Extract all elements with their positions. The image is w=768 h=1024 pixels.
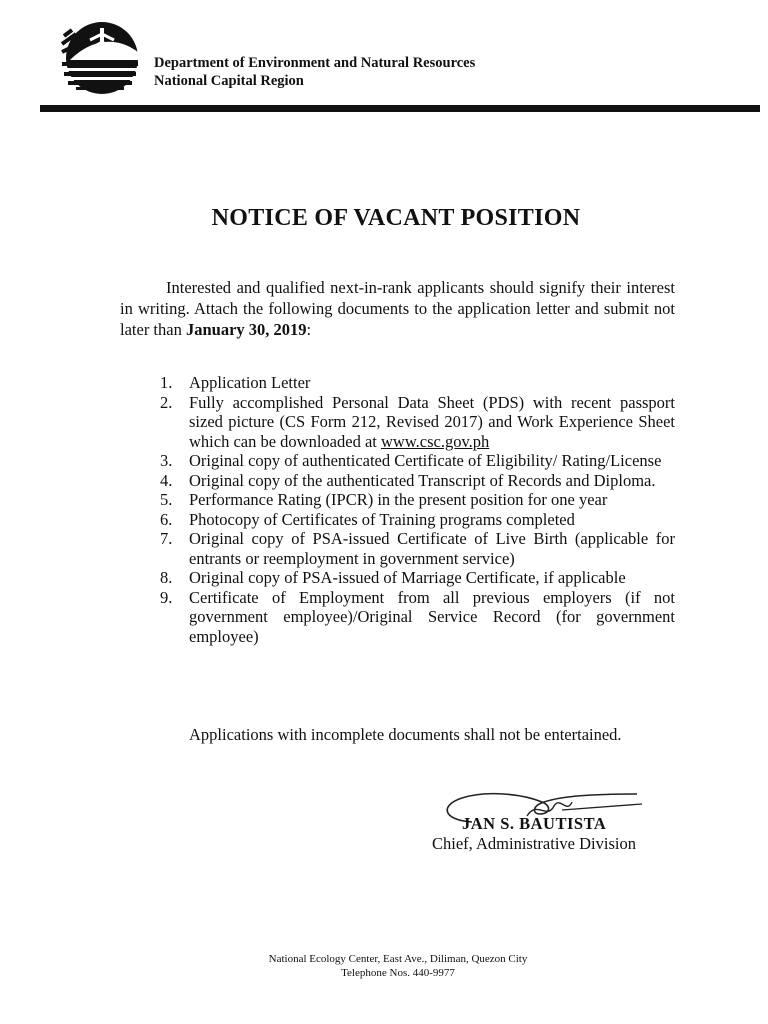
list-item [160, 490, 675, 510]
item-number: 9. [160, 587, 173, 607]
item-text: Original copy of the authenticated Transcript of Records and Diploma. [189, 470, 656, 490]
signatory-position: Chief, Administrative Division [432, 834, 636, 853]
header-rule [40, 105, 760, 112]
footer-address: National Ecology Center, East Ave., Diliman, Quezon City [268, 953, 528, 965]
list-item [160, 568, 675, 588]
list-item [160, 373, 675, 393]
item-text: Original copy of authenticated Certificate of Eligibility/ Rating/License [189, 451, 662, 470]
closing-statement: Applications with incomplete documents shall not be entertained. [189, 725, 622, 744]
item-text-container [189, 393, 675, 452]
item-text: Photocopy of Certificates of Training programs completed [189, 509, 575, 529]
requirements-list [160, 373, 675, 646]
list-item [160, 451, 675, 471]
item-number: 4. [160, 470, 173, 490]
item-number: 1. [160, 373, 173, 392]
list-item [160, 471, 675, 491]
item-text: Certificate of Employment from all previous employers (if not government employee)/Original Service Record (for government employee) [189, 587, 675, 646]
agency-name: Department of Environment and Natural Resources [154, 55, 476, 71]
item-text: Performance Rating (IPCR) in the present position for one year [189, 490, 608, 509]
item-text: Fully accomplished Personal Data Sheet (PDS) with recent passport sized picture (CS Form 212, Revised 2017) and Work Experience Sheet which can be downloaded at [189, 392, 675, 451]
intro-paragraph [120, 277, 675, 340]
intro-text: Interested and qualified next-in-rank applicants should signify their interest in writing. Attach the following documents to the application letter and submit not later than [120, 278, 675, 339]
letterhead [154, 54, 475, 90]
item-text: Original copy of PSA-issued of Marriage Certificate, if applicable [189, 568, 626, 587]
footer-phone: Telephone Nos. 440-9977 [341, 967, 455, 979]
item-number: 7. [160, 529, 173, 548]
list-item [160, 529, 675, 568]
item-number: 2. [160, 392, 173, 412]
item-text: Application Letter [189, 373, 311, 392]
list-item [160, 588, 675, 647]
deadline-date: January 30, 2019 [185, 320, 307, 339]
item-number: 3. [160, 451, 173, 470]
csc-website-link[interactable]: www.csc.gov.ph [380, 431, 490, 451]
notice-title: NOTICE OF VACANT POSITION [211, 205, 581, 231]
list-item [160, 393, 675, 452]
item-text: Original copy of PSA-issued Certificate of Live Birth (applicable for entrants or reemployment in government service) [189, 529, 675, 568]
region-name: National Capital Region [154, 73, 304, 89]
denr-logo-icon [60, 20, 140, 98]
intro-end: : [306, 320, 312, 339]
item-number: 5. [160, 490, 173, 509]
item-number: 6. [160, 509, 173, 529]
list-item [160, 510, 675, 530]
item-number: 8. [160, 568, 173, 587]
footer [0, 952, 768, 980]
signatory-name: JAN S. BAUTISTA [462, 814, 607, 833]
